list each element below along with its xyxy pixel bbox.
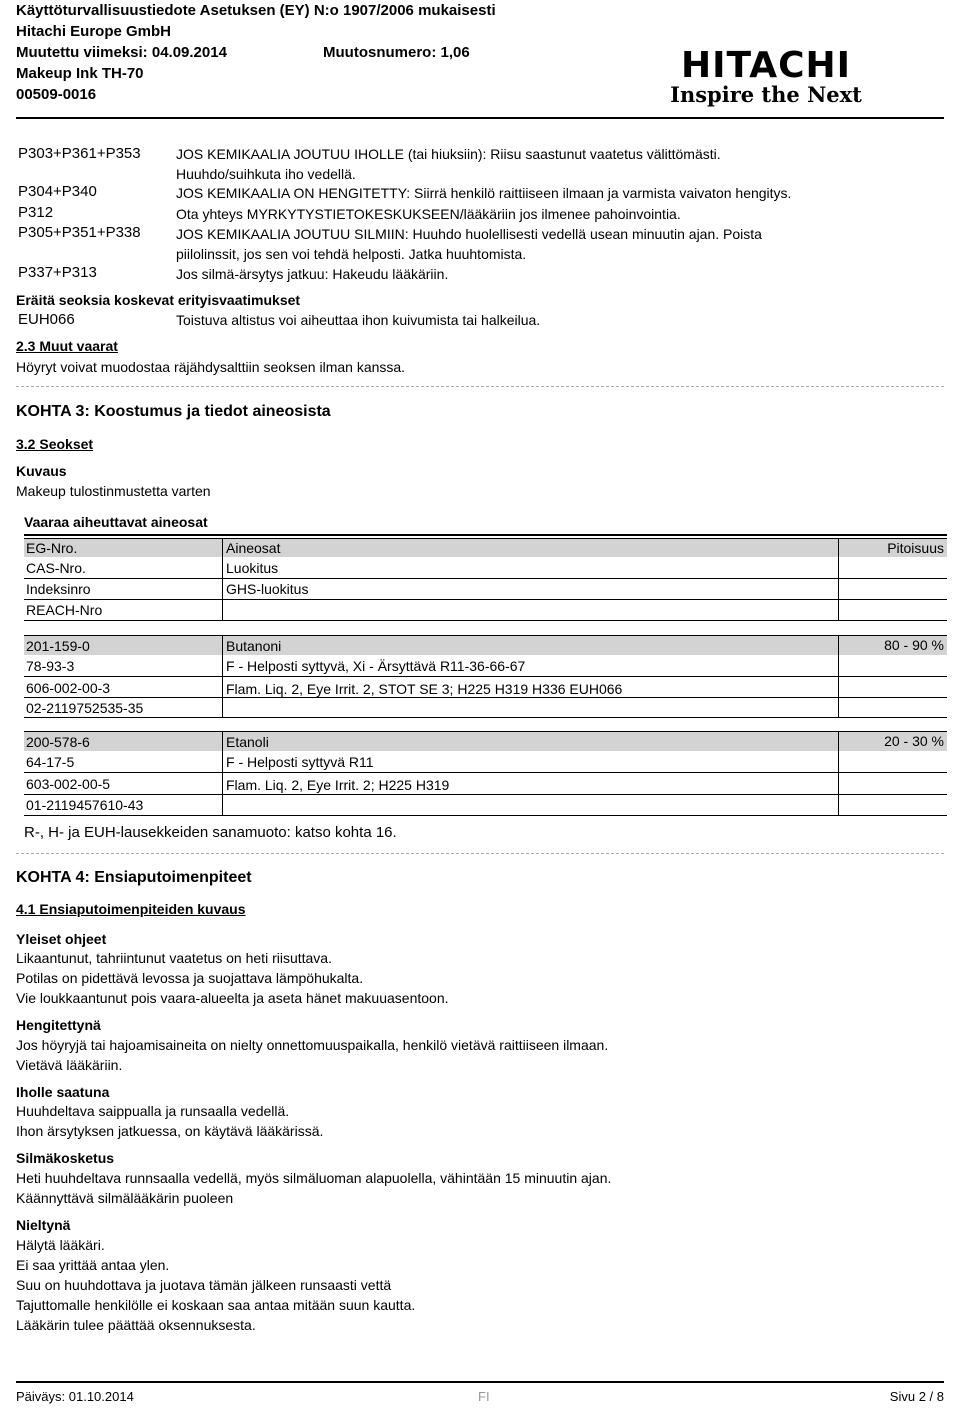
table-row-band [24,731,947,751]
header-divider [16,117,944,119]
statement-text: Ota yhteys MYRKYTYSTIETOKESKUKSEEN/lääkäriin jos ilmenee pahoinvointia. [176,206,681,222]
statement-text: Huuhdo/suihkuta iho vedellä. [176,166,356,182]
table-cell-reach: 02-2119752535-35 [26,700,144,716]
table-column-divider [838,538,839,620]
table-cell-substance: Butanoni [226,638,282,654]
group-line: Tajuttomalle henkilölle ei koskaan saa antaa mitään suun kautta. [16,1297,416,1313]
table-cell-eg: 201-159-0 [26,638,90,654]
table-column-divider [222,538,223,620]
logo-tagline: Inspire the Next [670,82,862,107]
group-line: Käännyttävä silmälääkärin puoleen [16,1190,234,1206]
table-cell-classification: F - Helposti syttyvä, Xi - Ärsyttävä R11-36-66-67 [226,658,526,674]
table-row-line [24,772,947,773]
table-row-line [24,794,947,795]
statement-code: P305+P351+P338 [18,224,141,241]
footer-date: Päiväys: 01.10.2014 [16,1389,134,1404]
group-line: Potilas on pidettävä levossa ja suojattava lämpöhukalta. [16,970,364,986]
revision-number: Muutosnumero: 1,06 [323,44,470,61]
section-divider [16,853,944,854]
col-index: Indeksinro [26,581,91,597]
table-cell-ghs: Flam. Liq. 2, Eye Irrit. 2; H225 H319 [226,777,450,793]
hitachi-logo [668,45,864,107]
group-line: Ei saa yrittää antaa ylen. [16,1257,170,1273]
table-cell-classification: F - Helposti syttyvä R11 [226,754,374,770]
table-header-line [24,620,947,621]
col-classification: Luokitus [226,560,279,576]
euh-text: Toistuva altistus voi aiheuttaa ihon kuivumista tai halkeilua. [176,312,541,328]
group-line: Lääkärin tulee päättää oksennuksesta. [16,1317,256,1333]
group-heading: Yleiset ohjeet [16,931,107,947]
group-heading: Hengitettynä [16,1017,101,1033]
footer-divider [16,1381,944,1383]
group-line: Ihon ärsytyksen jatkuessa, on käytävä lääkärissä. [16,1123,324,1139]
table-row-line [24,676,947,677]
other-hazards-text: Höyryt voivat muodostaa räjähdysalttiin seoksen ilman kanssa. [16,359,406,375]
table-row-line [24,815,947,816]
hazard-table-title: Vaaraa aiheuttavat aineosat [24,514,208,530]
table-cell-substance: Etanoli [226,734,269,750]
group-line: Hälytä lääkäri. [16,1237,105,1253]
table-column-divider [838,731,839,815]
table-column-divider [222,635,223,717]
table-header-band [24,538,947,557]
table-cell-cas: 78-93-3 [26,658,75,674]
col-reach: REACH-Nro [26,602,103,618]
table-cell-concentration: 20 - 30 % [884,733,944,749]
footer-language: FI [478,1389,490,1404]
statement-text: Jos silmä-ärsytys jatkuu: Hakeudu lääkäriin. [176,266,449,282]
col-ghs: GHS-luokitus [226,581,309,597]
group-line: Huuhdeltava saippualla ja runsaalla vedellä. [16,1103,290,1119]
statement-text: JOS KEMIKAALIA JOUTUU IHOLLE (tai hiuksiin): Riisu saastunut vaatetus välittömästi. [176,146,721,162]
table-cell-cas: 64-17-5 [26,754,75,770]
special-requirements-heading: Eräitä seoksia koskevat erityisvaatimukset [16,292,301,308]
statement-code: P337+P313 [18,264,97,281]
table-row-line [24,717,947,718]
product-code: 00509-0016 [16,86,97,103]
footer-page-number: Sivu 2 / 8 [889,1389,944,1404]
section4-subheading: 4.1 Ensiaputoimenpiteiden kuvaus [16,901,246,917]
description-label: Kuvaus [16,463,67,479]
statement-text: JOS KEMIKAALIA JOUTUU SILMIIN: Huuhdo huolellisesti vedellä usean minuutin ajan. Poista [176,226,762,242]
group-line: Heti huuhdeltava runnsaalla vedellä, myös silmäluoman alapuolella, vähintään 15 minuutin ajan. [16,1170,612,1186]
doc-title: Käyttöturvallisuustiedote Asetuksen (EY) N:o 1907/2006 mukaisesti [16,2,496,19]
group-line: Suu on huuhdottava ja juotava tämän jälkeen runsaasti vettä [16,1277,392,1293]
group-heading: Silmäkosketus [16,1150,115,1166]
col-eg: EG-Nro. [26,540,78,556]
other-hazards-heading: 2.3 Muut vaarat [16,338,118,354]
col-substance: Aineosat [226,540,281,556]
product-name: Makeup Ink TH-70 [16,65,144,82]
group-heading: Nieltynä [16,1217,71,1233]
table-cell-index: 603-002-00-5 [26,776,111,792]
table-header-line [24,599,947,600]
section4-title: KOHTA 4: Ensiaputoimenpiteet [16,869,252,886]
group-line: Vie loukkaantunut pois vaara-alueelta ja aseta hänet makuuasentoon. [16,990,449,1006]
logo-wordmark: HITACHI [680,45,852,86]
table-cell-reach: 01-2119457610-43 [26,797,144,813]
col-concentration: Pitoisuus [887,540,944,556]
table-column-divider [222,731,223,815]
euh-code: EUH066 [18,311,75,328]
group-line: Jos höyryjä tai hajoamisaineita on nielty onnettomuuspaikalla, henkilö vietävä raittiiseen ilmaan. [16,1037,609,1053]
table-row-band [24,635,947,655]
table-cell-index: 606-002-00-3 [26,680,111,696]
table-header-line [24,578,947,579]
col-cas: CAS-Nro. [26,560,86,576]
phrases-note: R-, H- ja EUH-lausekkeiden sanamuoto: katso kohta 16. [24,824,397,841]
section-divider [16,386,944,387]
group-heading: Iholle saatuna [16,1084,110,1100]
table-cell-ghs: Flam. Liq. 2, Eye Irrit. 2, STOT SE 3; H225 H319 H336 EUH066 [226,681,623,697]
table-top-rule [24,534,947,536]
statement-code: P303+P361+P353 [18,145,141,162]
group-line: Likaantunut, tahriintunut vaatetus on heti riisuttava. [16,950,332,966]
table-cell-concentration: 80 - 90 % [884,637,944,653]
revision-date: Muutettu viimeksi: 04.09.2014 [16,44,227,61]
company-name: Hitachi Europe GmbH [16,23,172,40]
statement-text: piilolinssit, jos sen voi tehdä helposti. Jatka huuhtomista. [176,246,527,262]
statement-code: P312 [18,204,54,221]
statement-code: P304+P340 [18,183,97,200]
description-text: Makeup tulostinmustetta varten [16,483,211,499]
section3-title: KOHTA 3: Koostumus ja tiedot aineosista [16,403,331,420]
group-line: Vietävä lääkäriin. [16,1057,123,1073]
table-column-divider [838,635,839,717]
statement-text: JOS KEMIKAALIA ON HENGITETTY: Siirrä henkilö raittiiseen ilmaan ja varmista vaivaton hengitys. [176,185,792,201]
table-cell-eg: 200-578-6 [26,734,90,750]
section3-subheading: 3.2 Seokset [16,436,94,452]
